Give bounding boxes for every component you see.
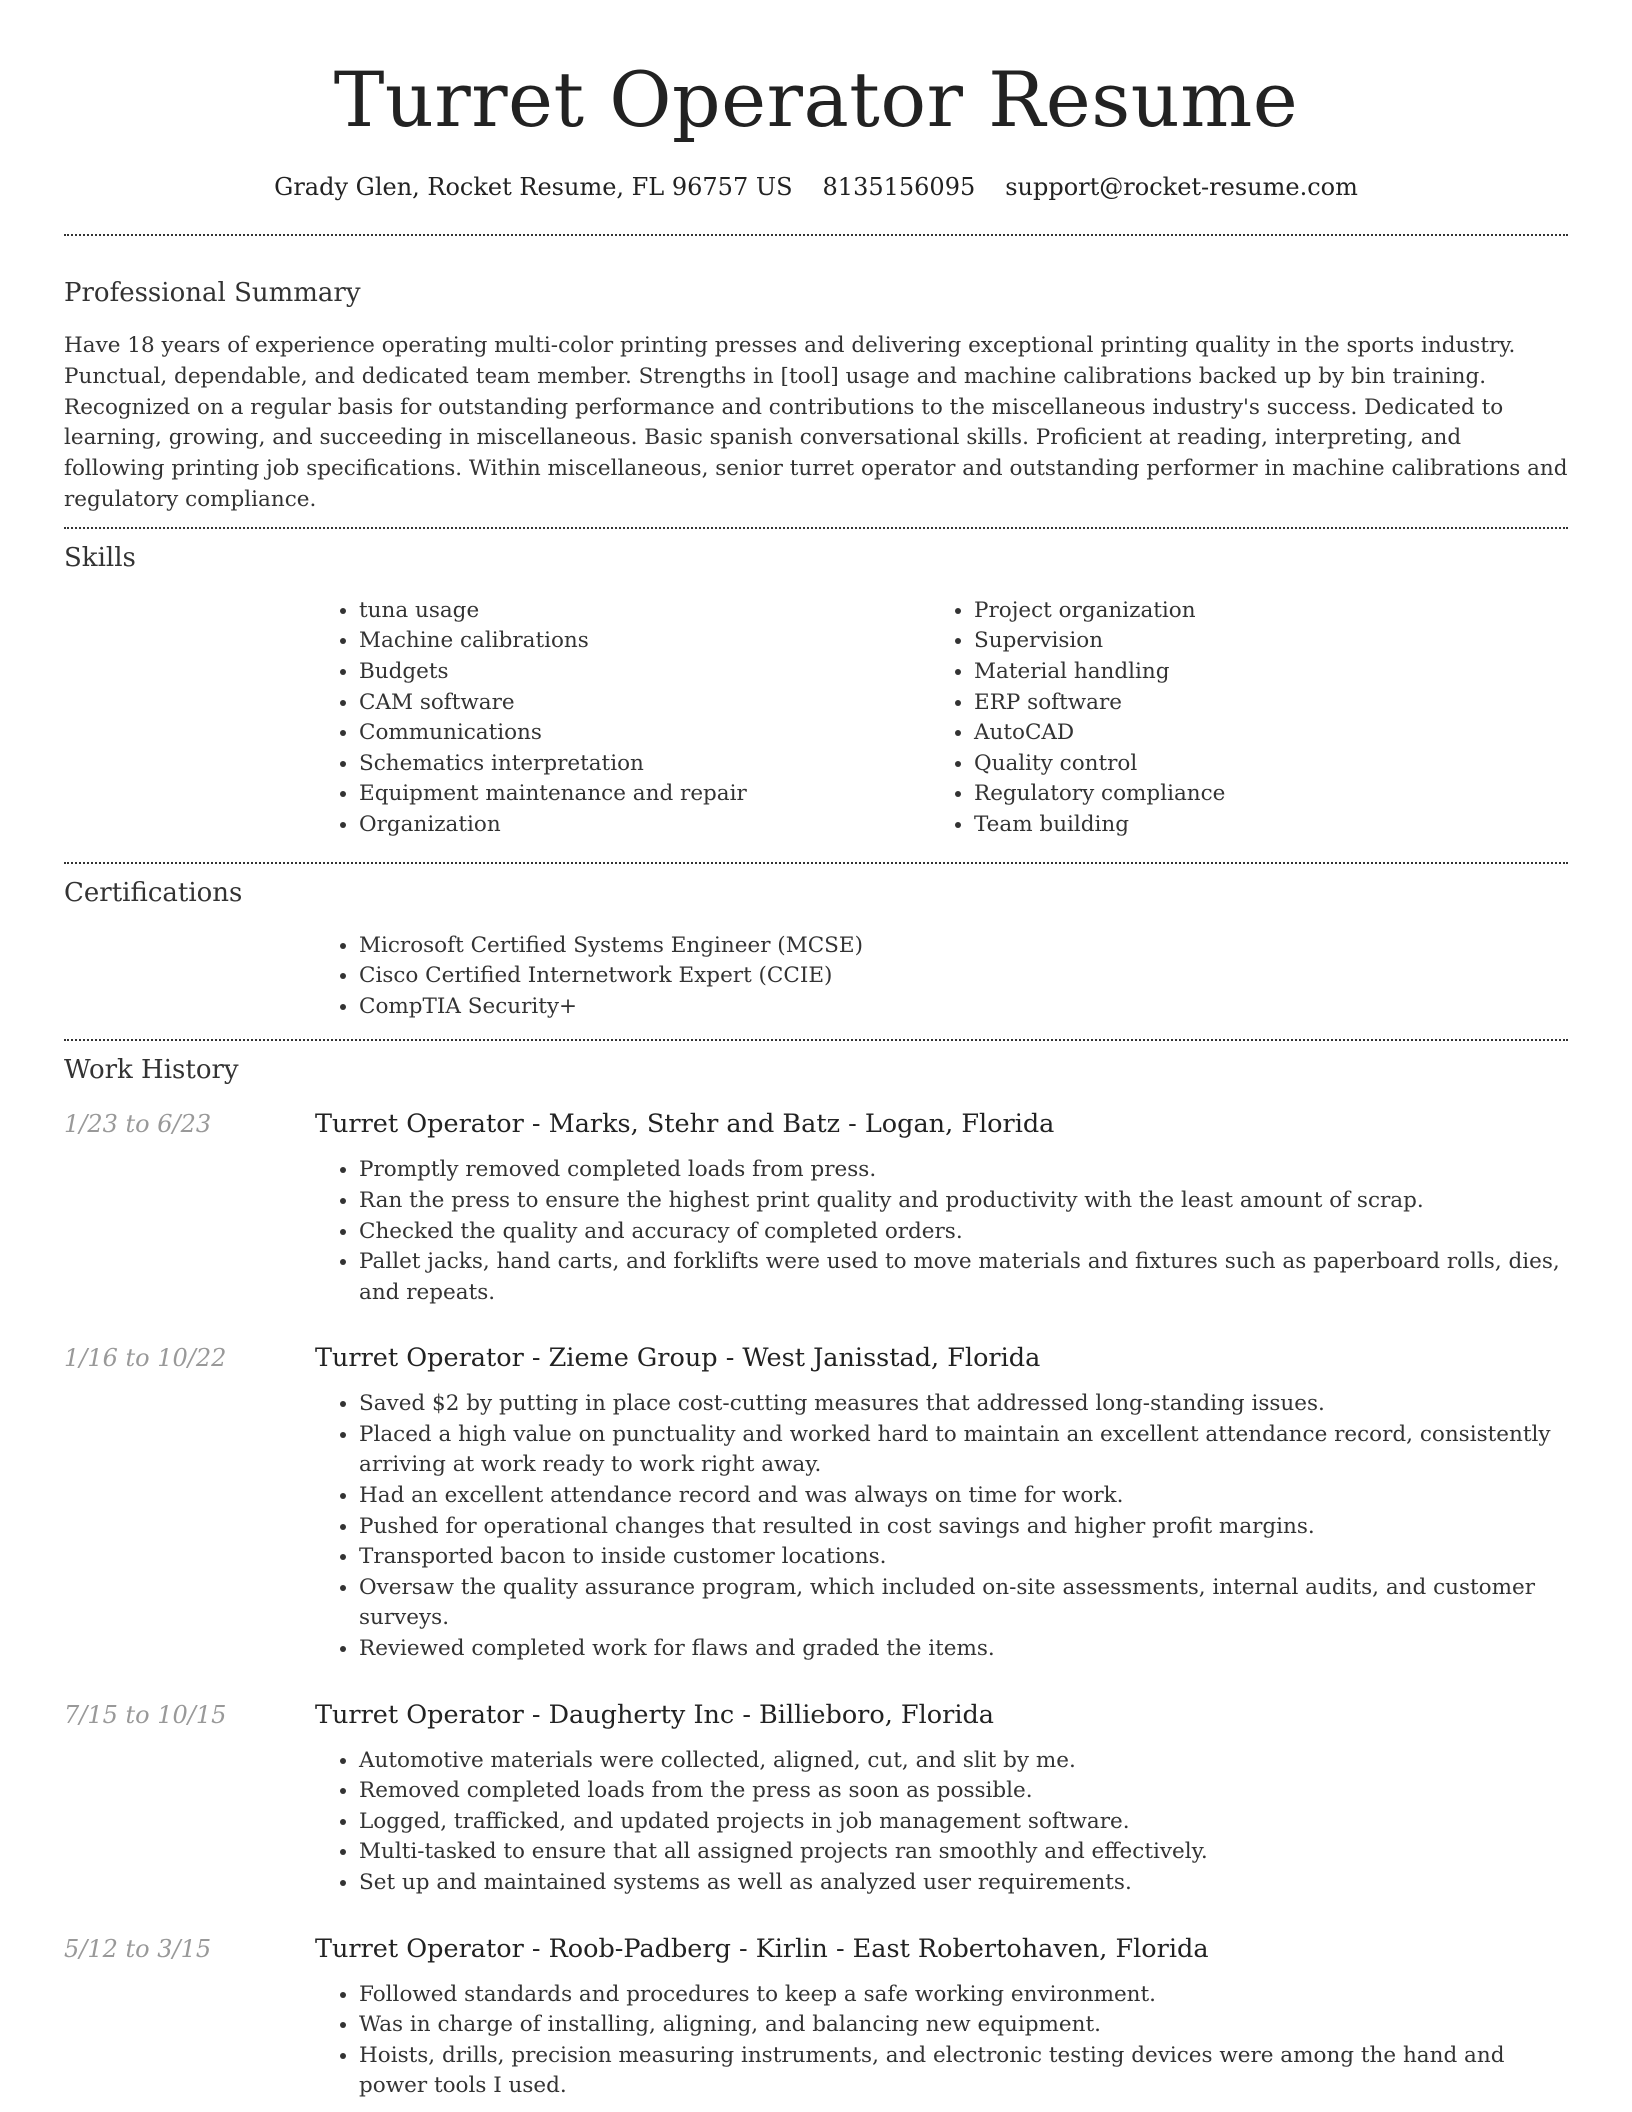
contact-phone: 8135156095 <box>822 173 976 201</box>
contact-email: support@rocket-resume.com <box>1005 173 1358 201</box>
job-bullet: • Removed completed loads from the press as soon as possible. <box>359 1776 1568 1807</box>
job-bullet: • Had an excellent attendance record and was always on time for work. <box>359 1481 1568 1512</box>
job-title: Turret Operator - Daugherty Inc - Billieboro, Florida <box>315 1699 994 1730</box>
job-bullet: • Hoists, drills, precision measuring instruments, and electronic testing devices were among the hand and power tools I used. <box>359 2041 1568 2102</box>
skill-item: • Budgets <box>359 657 930 688</box>
job-bullet: • Multi-tasked to ensure that all assigned projects ran smoothly and effectively. <box>359 1837 1568 1868</box>
certification-item: • Cisco Certified Internetwork Expert (CCIE) <box>359 961 1568 992</box>
section-divider <box>64 862 1568 864</box>
resume-title: Turret Operator Resume <box>333 55 1299 144</box>
job-body <box>315 1107 1568 1308</box>
summary-text: Have 18 years of experience operating multi-color printing presses and delivering exceptional printing quality in the sports industry. Punctual, dependable, and dedicated team member. Strengths in [tool] usage and machine calibrations backed up by bin training. Recognized on a regular basis for outstanding performance and contributions to the miscellaneous industry's success. Dedicated to learning, growing, and succeeding in miscellaneous. Basic spanish conversational skills. Proficient at reading, interpreting, and following printing job specifications. Within miscellaneous, senior turret operator and outstanding performer in machine calibrations and regulatory compliance. <box>64 333 1568 512</box>
skill-item: • AutoCAD <box>974 718 1545 749</box>
skill-item: • Regulatory compliance <box>974 779 1545 810</box>
job-entry <box>64 1341 1568 1664</box>
job-body <box>315 1698 1568 1899</box>
resume-page <box>64 0 1568 2102</box>
job-body <box>315 1341 1568 1664</box>
work-history-heading: Work History <box>64 1055 239 1086</box>
job-dates: 5/12 to 3/15 <box>64 1934 212 1963</box>
job-body <box>315 1932 1568 2102</box>
job-dates: 1/23 to 6/23 <box>64 1110 212 1139</box>
skill-item: • Material handling <box>974 657 1545 688</box>
job-bullet: • Set up and maintained systems as well as analyzed user requirements. <box>359 1868 1568 1899</box>
job-bullet: • Logged, trafficked, and updated projects in job management software. <box>359 1807 1568 1838</box>
skill-item: • Supervision <box>974 626 1545 657</box>
job-bullet: • Placed a high value on punctuality and worked hard to maintain an excellent attendance record, consistently arriving at work ready to work right away. <box>359 1420 1568 1481</box>
skill-item: • CAM software <box>359 688 930 719</box>
job-bullet: • Checked the quality and accuracy of completed orders. <box>359 1217 1568 1248</box>
skill-item: • ERP software <box>974 688 1545 719</box>
job-bullet: • Automotive materials were collected, aligned, cut, and slit by me. <box>359 1746 1568 1777</box>
certification-item: • CompTIA Security+ <box>359 992 1568 1023</box>
job-bullet: • Transported bacon to inside customer locations. <box>359 1542 1568 1573</box>
summary-heading: Professional Summary <box>64 278 361 308</box>
skill-item: • Quality control <box>974 749 1545 780</box>
section-divider <box>64 527 1568 529</box>
job-dates: 7/15 to 10/15 <box>64 1700 227 1729</box>
job-bullet: • Reviewed completed work for flaws and graded the items. <box>359 1634 1568 1665</box>
certifications-heading: Certifications <box>64 877 243 908</box>
job-bullet: • Saved $2 by putting in place cost-cutting measures that addressed long-standing issues. <box>359 1389 1568 1420</box>
skill-item: • Organization <box>359 810 930 841</box>
job-entry <box>64 1107 1568 1308</box>
skill-item: • Project organization <box>974 596 1545 627</box>
skill-item: • Schematics interpretation <box>359 749 930 780</box>
job-entry <box>64 1698 1568 1899</box>
contact-line <box>64 170 1568 204</box>
job-title: Turret Operator - Marks, Stehr and Batz - Logan, Florida <box>315 1109 1055 1140</box>
job-bullet: • Oversaw the quality assurance program, which included on-site assessments, internal audits, and customer surveys. <box>359 1573 1568 1634</box>
skills-column-left <box>315 596 930 841</box>
job-entry <box>64 1932 1568 2102</box>
job-bullet: • Ran the press to ensure the highest print quality and productivity with the least amount of scrap. <box>359 1186 1568 1217</box>
job-bullet: • Pushed for operational changes that resulted in cost savings and higher profit margins. <box>359 1512 1568 1543</box>
skill-item: • Machine calibrations <box>359 626 930 657</box>
skills-list <box>315 596 1568 841</box>
section-divider <box>64 1039 1568 1041</box>
job-bullet: • Promptly removed completed loads from press. <box>359 1155 1568 1186</box>
certifications-list <box>315 931 1568 1023</box>
skill-item: • Communications <box>359 718 930 749</box>
contact-address: Grady Glen, Rocket Resume, FL 96757 US <box>274 173 793 201</box>
skill-item: • Equipment maintenance and repair <box>359 779 930 810</box>
skills-heading: Skills <box>64 542 136 573</box>
job-title: Turret Operator - Roob-Padberg - Kirlin - East Robertohaven, Florida <box>315 1933 1209 1964</box>
skill-item: • Team building <box>974 810 1545 841</box>
skill-item: • tuna usage <box>359 596 930 627</box>
job-bullet: • Pallet jacks, hand carts, and forklifts were used to move materials and fixtures such as paperboard rolls, dies, and repeats. <box>359 1247 1568 1308</box>
certification-item: • Microsoft Certified Systems Engineer (MCSE) <box>359 931 1568 962</box>
section-divider <box>64 234 1568 236</box>
skills-column-right <box>930 596 1545 841</box>
job-title: Turret Operator - Zieme Group - West Janisstad, Florida <box>315 1343 1041 1374</box>
job-bullet: • Followed standards and procedures to keep a safe working environment. <box>359 1980 1568 2011</box>
job-dates: 1/16 to 10/22 <box>64 1344 227 1373</box>
job-bullet: • Was in charge of installing, aligning, and balancing new equipment. <box>359 2010 1568 2041</box>
